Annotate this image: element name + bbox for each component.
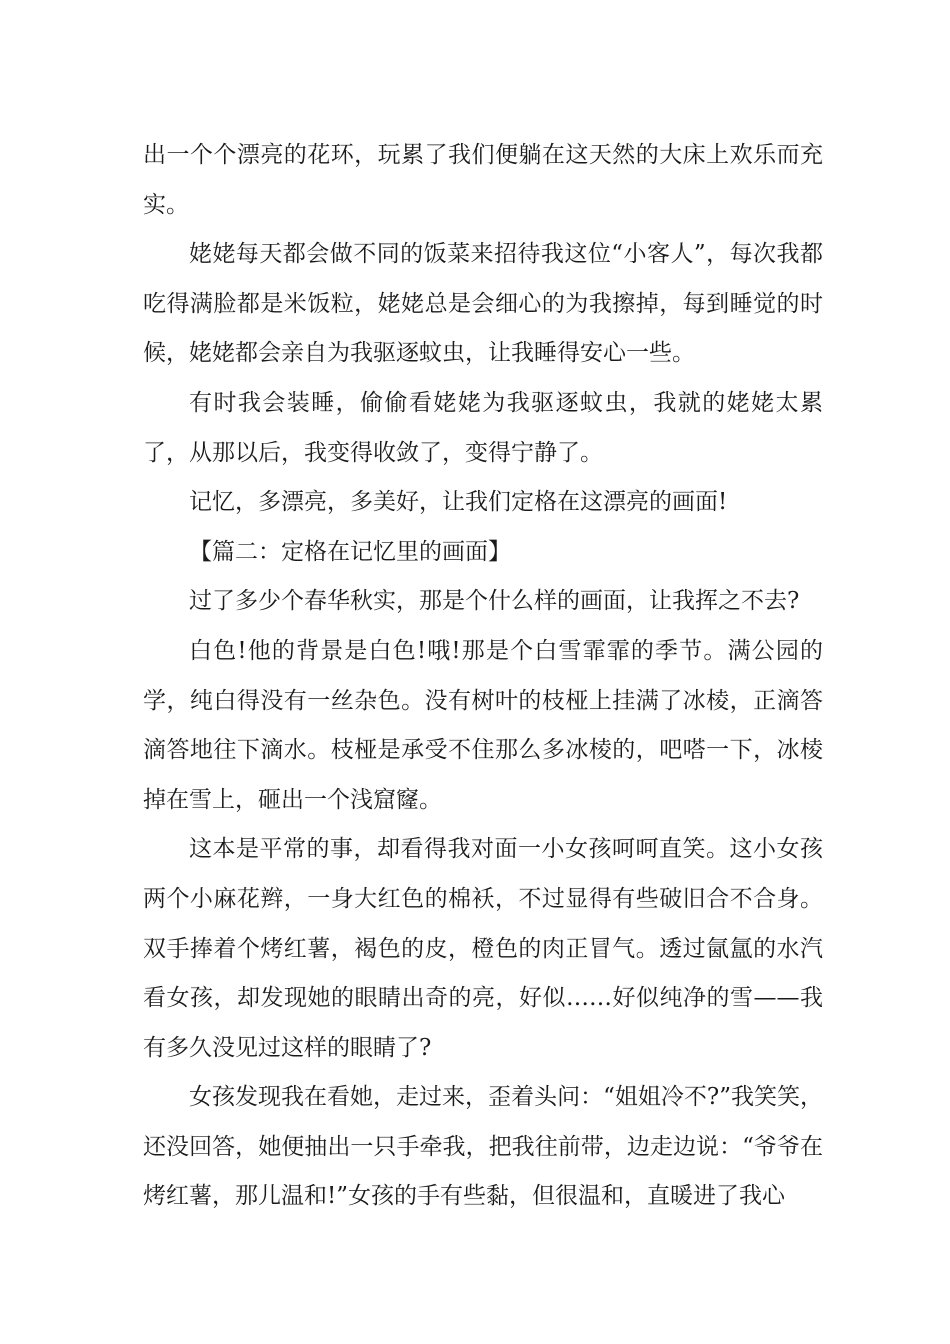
paragraph: 过了多少个春华秋实，那是个什么样的画面，让我挥之不去? (189, 588, 800, 615)
paragraph: 这本是平常的事，却看得我对面一小女孩呵呵直笑。这小女孩两个小麻花辫，一身大红色的棉袄，不过显得有些破旧合不合身。双手捧着个烤红薯，褐色的皮，橙色的肉正冒气。透过氤氲的水汽看女孩，却发现她的眼睛出奇的亮，好似……好似纯净的雪——我有多久没见过这样的眼睛了? (143, 836, 823, 1061)
paragraph: 有时我会装睡，偷偷看姥姥为我驱逐蚊虫，我就的姥姥太累了，从那以后，我变得收敛了，变得宁静了。 (143, 389, 823, 466)
paragraph: 女孩发现我在看她，走过来，歪着头问：“姐姐冷不?”我笑笑，还没回答，她便抽出一只手牵我，把我往前带，边走边说：“爷爷在烤红薯，那儿温和!”女孩的手有些黏，但很温和，直暖进了我心 (143, 1084, 823, 1210)
paragraph: 出一个个漂亮的花环，玩累了我们便躺在这天然的大床上欢乐而充实。 (143, 142, 823, 218)
document-body (143, 131, 823, 1222)
paragraph: 姥姥每天都会做不同的饭菜来招待我这位“小客人”，每次我都吃得满脸都是米饭粒，姥姥总是会细心的为我擦掉，每到睡觉的时候，姥姥都会亲自为我驱逐蚊虫，让我睡得安心一些。 (143, 241, 823, 367)
section-heading: 【篇二：定格在记忆里的画面】 (189, 538, 511, 565)
paragraph: 记忆，多漂亮，多美好，让我们定格在这漂亮的画面! (189, 489, 728, 516)
paragraph: 白色!他的背景是白色!哦!那是个白雪霏霏的季节。满公园的学，纯白得没有一丝杂色。没有树叶的枝桠上挂满了冰棱，正滴答滴答地往下滴水。枝桠是承受不住那么多冰棱的，吧嗒一下，冰棱掉在雪上，砸出一个浅窟窿。 (143, 637, 823, 813)
